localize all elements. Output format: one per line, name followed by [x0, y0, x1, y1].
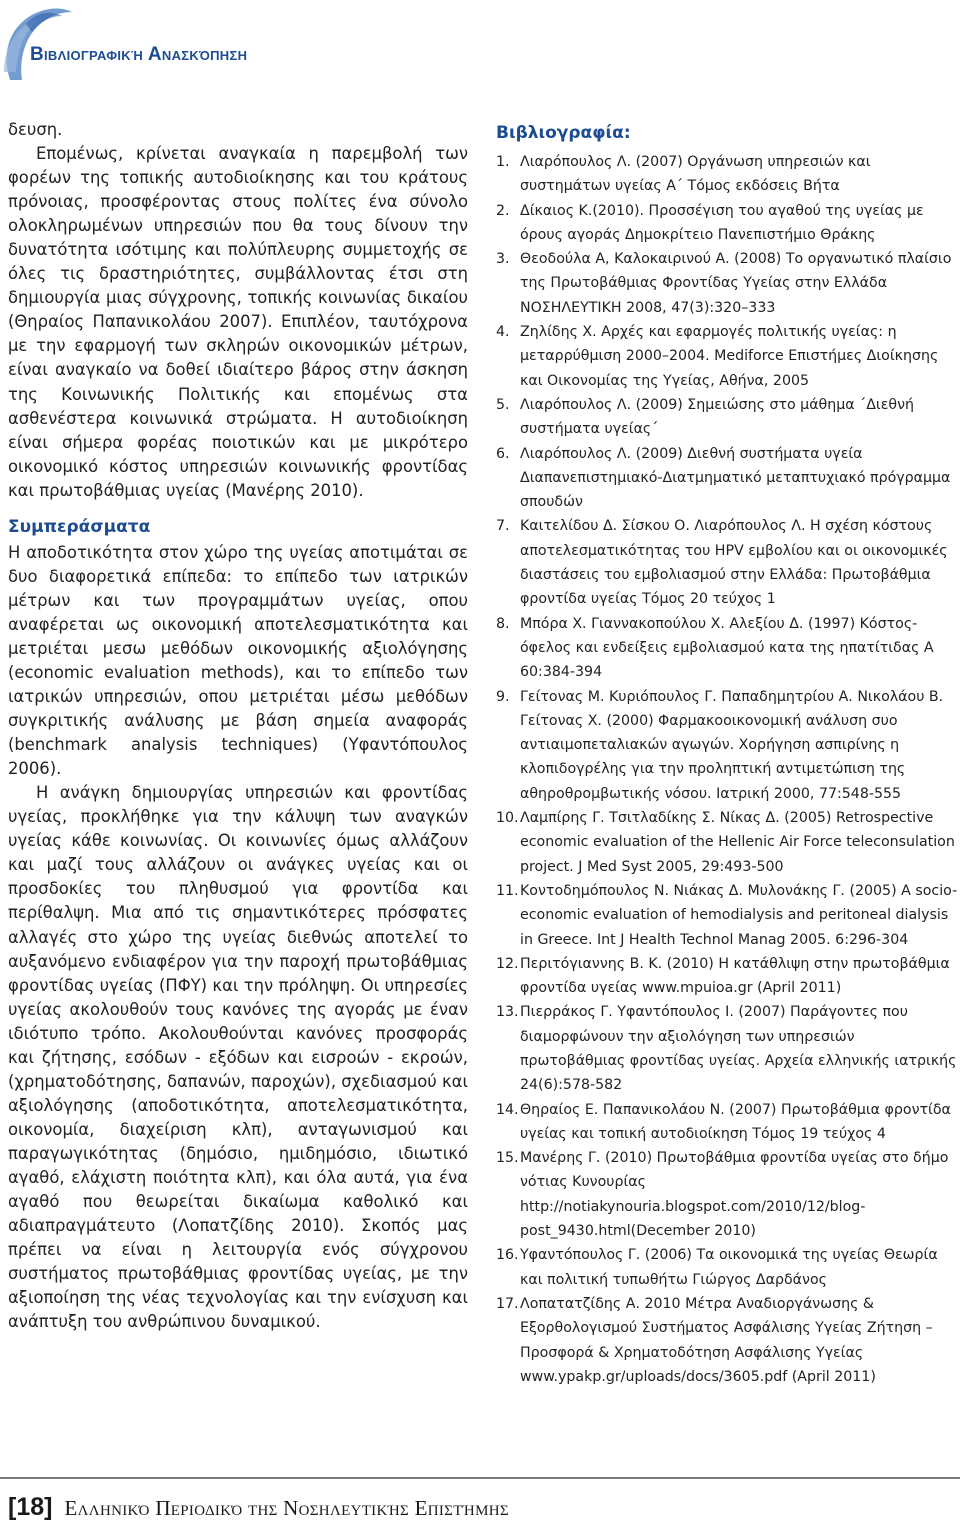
reference-text: Δίκαιος Κ.(2010). Προσσέγιση του αγαθού της υγείας με όρους αγοράς Δημοκρίτειο Πανεπιστήμιο Θράκης: [520, 202, 924, 243]
reference-item: [496, 879, 958, 952]
references-heading: Βιβλιογραφία:: [496, 123, 631, 143]
reference-item: [496, 393, 958, 442]
reference-text: Λιαρόπουλος Λ. (2009) Διεθνή συστήματα υγεία Διαπανεπιστημιακό-Διατμηματικό μεταπτυχιακό πρόγραμμα σπουδών: [520, 445, 951, 511]
references-column: [496, 122, 958, 1389]
reference-text: Γείτονας Μ. Κυριόπουλος Γ. Παπαδημητρίου Α. Νικολάου Β. Γείτονας Χ. (2000) Φαρμακοοικονομική ανάλυση συο αντιαιμοπεταλιακών αγωγών. Χορήγηση ασπιρίνης η κλοπιδογρέλης για την προληπτική αντιμετώπιση της αθηροθρομβωτικής νόσου. Ιατρική 2000, 77:548-555: [520, 688, 944, 802]
reference-text: Θεοδούλα Α, Καλοκαιρινού Α. (2008) Το οργανωτικό πλαίσιο της Πρωτοβάθμιας Φροντίδας Υγείας στην Ελλάδα ΝΟΣΗΛΕΥΤΙΚΗ 2008, 47(3):320–333: [520, 251, 952, 316]
reference-text: Λιαρόπουλος Λ. (2007) Οργάνωση υπηρεσιών και συστημάτων υγείας Α΄ Τόμος εκδόσεις Βήτα: [520, 154, 871, 195]
left-column: [8, 118, 468, 1334]
reference-number: 4.: [496, 324, 510, 341]
reference-item: [496, 247, 958, 320]
footer-divider: [0, 1477, 960, 1479]
reference-number: 16.: [496, 1247, 519, 1264]
reference-text: Λοπατατζίδης Α. 2010 Μέτρα Αναδιοργάνωσης & Εξορθολογισμού Συστήματος Ασφάλισης Υγείας Ζήτηση – Προσφορά & Χρηματοδότηση Ασφάλισης Υγείας www.ypakp.gr/uploads/docs/3605.pdf (April 2011): [520, 1295, 933, 1385]
reference-item: [496, 952, 958, 1001]
reference-item: [496, 1243, 958, 1292]
reference-number: 2.: [496, 202, 510, 219]
reference-item: [496, 1146, 958, 1243]
reference-number: 17.: [496, 1295, 519, 1312]
reference-text: Ζηλίδης Χ. Αρχές και εφαρμογές πολιτικής υγείας: η μεταρρύθμιση 2000–2004. Mediforce Επιστήμες Διοίκησης και Οικονομίας της Υγείας, Αθήνα, 2005: [520, 324, 939, 389]
paragraph: Επομένως, κρίνεται αναγκαία η παρεμβολή των φορέων της τοπικής αυτοδιοίκησης και του κράτους πρόνοιας, προσφέροντας στους πολίτες ένα σύνολο ολοκληρωμένων υπηρεσιών που θα τους δίνουν την δυνατότητα ισότιμης και πολύπλευρης συμμετοχής σε όλες τις δραστηριότητες, συμβάλλοντας έτσι στη δημιουργία μιας σύγχρονης, τοπικής κοινωνίας δικαίου (Θηραίος Παπανικολάου 2007). Επιπλέον, ταυτόχρονα με την εφαρμογή των σκληρών οικονομικών μέτρων, είναι αναγκαίο να δοθεί ιδιαίτερο βάρος στην άσκηση της Κοινωνικής Πολιτικής και επομένως στα ασθενέστερα κοινωνικά στρώματα. Η αυτοδιοίκηση είναι σήμερα φορέας ποιοτικών και με μικρότερο οικονομικό κόστος υπηρεσιών κοινωνικής φροντίδας και πρωτοβάθμιας υγείας (Μανέρης 2010).: [8, 144, 468, 500]
reference-item: [496, 150, 958, 199]
section-title: Βιβλιογραφική Ανασκόπηση: [30, 44, 248, 65]
reference-number: 9.: [496, 688, 510, 705]
reference-number: 13.: [496, 1004, 519, 1021]
reference-item: [496, 442, 958, 515]
reference-number: 3.: [496, 251, 510, 268]
reference-text: Λαμπίρης Γ. Τσιτλαδίκης Σ. Νίκας Δ. (2005) Retrospective economic evaluation of the Hellenic Air Force teleconsulation project. J Med Syst 2005, 29:493-500: [520, 810, 955, 875]
paragraph: δευση.: [8, 120, 63, 139]
reference-number: 8.: [496, 615, 510, 632]
reference-text: Πιερράκος Γ. Υφαντόπουλος Ι. (2007) Παράγοντες που διαμορφώνουν την αξιολόγηση των υπηρεσιών πρωτοβάθμιας φροντίδας υγείας. Αρχεία ελληνικής ιατρικής 24(6):578-582: [520, 1004, 957, 1094]
page-number: [18]: [8, 1493, 53, 1521]
reference-text: Καιτελίδου Δ. Σίσκου Ο. Λιαρόπουλος Λ. Η σχέση κόστους αποτελεσματικότητας του HPV εμβολίου και οι οικονομικές διαστάσεις του εμβολιασμού στην Ελλάδα: Πρωτοβάθμια φροντίδα υγείας Τόμος 20 τεύχος 1: [520, 518, 948, 608]
reference-text: Θηραίος Ε. Παπανικολάου Ν. (2007) Πρωτοβάθμια φροντίδα υγείας και τοπική αυτοδιοίκηση Τόμος 19 τεύχος 4: [520, 1101, 951, 1142]
footer: [8, 1493, 509, 1522]
swirl-logo-icon: [0, 2, 90, 80]
reference-item: [496, 1098, 958, 1147]
paragraph: Η ανάγκη δημιουργίας υπηρεσιών και φροντίδας υγείας, προκλήθηκε για την κάλυψη των αναγκών υγείας κάθε κοινωνίας. Οι κοινωνίες όμως αλλάζουν και μαζί τους αλλάζουν οι ανάγκες υγείας και οι προσδοκίες του πληθυσμού για φροντίδα και περίθαλψη. Μια από τις σημαντικότερες πρόσφατες αλλαγές στο χώρο της υγείας διεθνώς αποτελεί το αυξανόμενο ενδιαφέρον για την παροχή πρωτοβάθμιας φροντίδας υγείας (ΠΦΥ) και την πρόληψη. Οι υπηρεσίες υγείας ακολουθούν τους κανόνες της αγοράς με έναν ιδιότυπο τρόπο. Ακολουθούνται κανόνες προσφοράς και ζήτησης, εσόδων - εξόδων και εισροών - εκροών, (χρηματοδότησης, δαπανών, παροχών), σχεδιασμού και αξιολόγησης (αποδοτικότητα, αποτελεσματικότητα, οικονομία, διαχείριση κλπ), ανταγωνισμού και παραγωγικότητας (δημόσιο, ημιδημόσιο, ιδιωτικό αγαθό, ελάχιστη ποιότητα κλπ), και όλα αυτά, για ένα αγαθό που θεωρείται δικαίωμα καθολικό και αδιαπραγμάτευτο (Λοπατζίδης 2010). Σκοπός μας πρέπει να είναι η λειτουργία ενός σύγχρονου συστήματος πρωτοβάθμιας φροντίδας υγείας, με την αξιοποίηση της νέας τεχνολογίας και την ενίσχυση και ανάπτυξη του ανθρώπινου δυναμικού.: [8, 783, 468, 1332]
reference-number: 5.: [496, 396, 510, 413]
reference-item: [496, 199, 958, 248]
reference-number: 12.: [496, 955, 519, 972]
reference-text: Περιτόγιαννης Β. Κ. (2010) Η κατάθλιψη στην πρωτοβάθμια φροντίδα υγείας www.mpuioa.gr (April 2011): [520, 955, 950, 997]
reference-number: 7.: [496, 518, 510, 535]
reference-number: 10.: [496, 810, 519, 827]
reference-number: 6.: [496, 445, 510, 462]
reference-item: [496, 320, 958, 393]
reference-list: [496, 150, 958, 1389]
reference-item: [496, 1292, 958, 1389]
reference-item: [496, 685, 958, 806]
reference-item: [496, 1000, 958, 1097]
conclusions-heading: Συμπεράσματα: [8, 516, 151, 537]
reference-text: Υφαντόπουλος Γ. (2006) Τα οικονομικά της υγείας Θεωρία και πολιτική τυπωθήτω Γιώργος Δαρδάνος: [520, 1247, 938, 1288]
reference-number: 14.: [496, 1101, 519, 1118]
reference-item: [496, 806, 958, 879]
reference-text: Λιαρόπουλος Λ. (2009) Σημειώσης στο μάθημα ΄Διεθνή συστήματα υγείας΄: [520, 396, 914, 438]
reference-number: 11.: [496, 882, 519, 899]
reference-item: [496, 514, 958, 611]
reference-text: Μανέρης Γ. (2010) Πρωτοβάθμια φροντίδα υγείας στο δήμο νότιας Κυνουρίας http://notiakynouria.blogspot.com/2010/12/blog-post_9430.html(December 2010): [520, 1150, 949, 1240]
reference-text: Κοντοδημόπουλος Ν. Νιάκας Δ. Μυλονάκης Γ. (2005) A socio-economic evaluation of hemodialysis and peritoneal dialysis in Greece. Int J Health Technol Manag 2005. 6:296-304: [520, 882, 958, 948]
reference-number: 1.: [496, 154, 510, 170]
journal-title: Ελληνικό Περιοδικό της Νοσηλευτικής Επιστήμης: [64, 1496, 509, 1520]
paragraph: Η αποδοτικότητα στον χώρο της υγείας αποτιμάται σε δυο διαφορετικά επίπεδα: το επίπεδο των ιατρικών μέτρων και των προγραμμάτων υγείας, οπου αναφέρεται ως οικονομική αποτελεσματικότητα και μετριέται μεσω μεθόδων οικονομικής αξιολόγησης (economic evaluation methods), και το επίπεδο των ιατρικών υπηρεσιών, οπου μετριέται μέσω μεθόδων συγκριτικής ανάλυσης με βάση σημεία αναφοράς (benchmark analysis techniques) (Υφαντόπουλος 2006).: [8, 542, 468, 779]
reference-text: Μπόρα Χ. Γιαννακοπούλου Χ. Αλεξίου Δ. (1997) Κόστος-όφελος και ενδείξεις εμβολιασμού κατα της ηπατίτιδας Α 60:384-394: [520, 615, 934, 681]
reference-number: 15.: [496, 1150, 519, 1167]
reference-item: [496, 612, 958, 685]
